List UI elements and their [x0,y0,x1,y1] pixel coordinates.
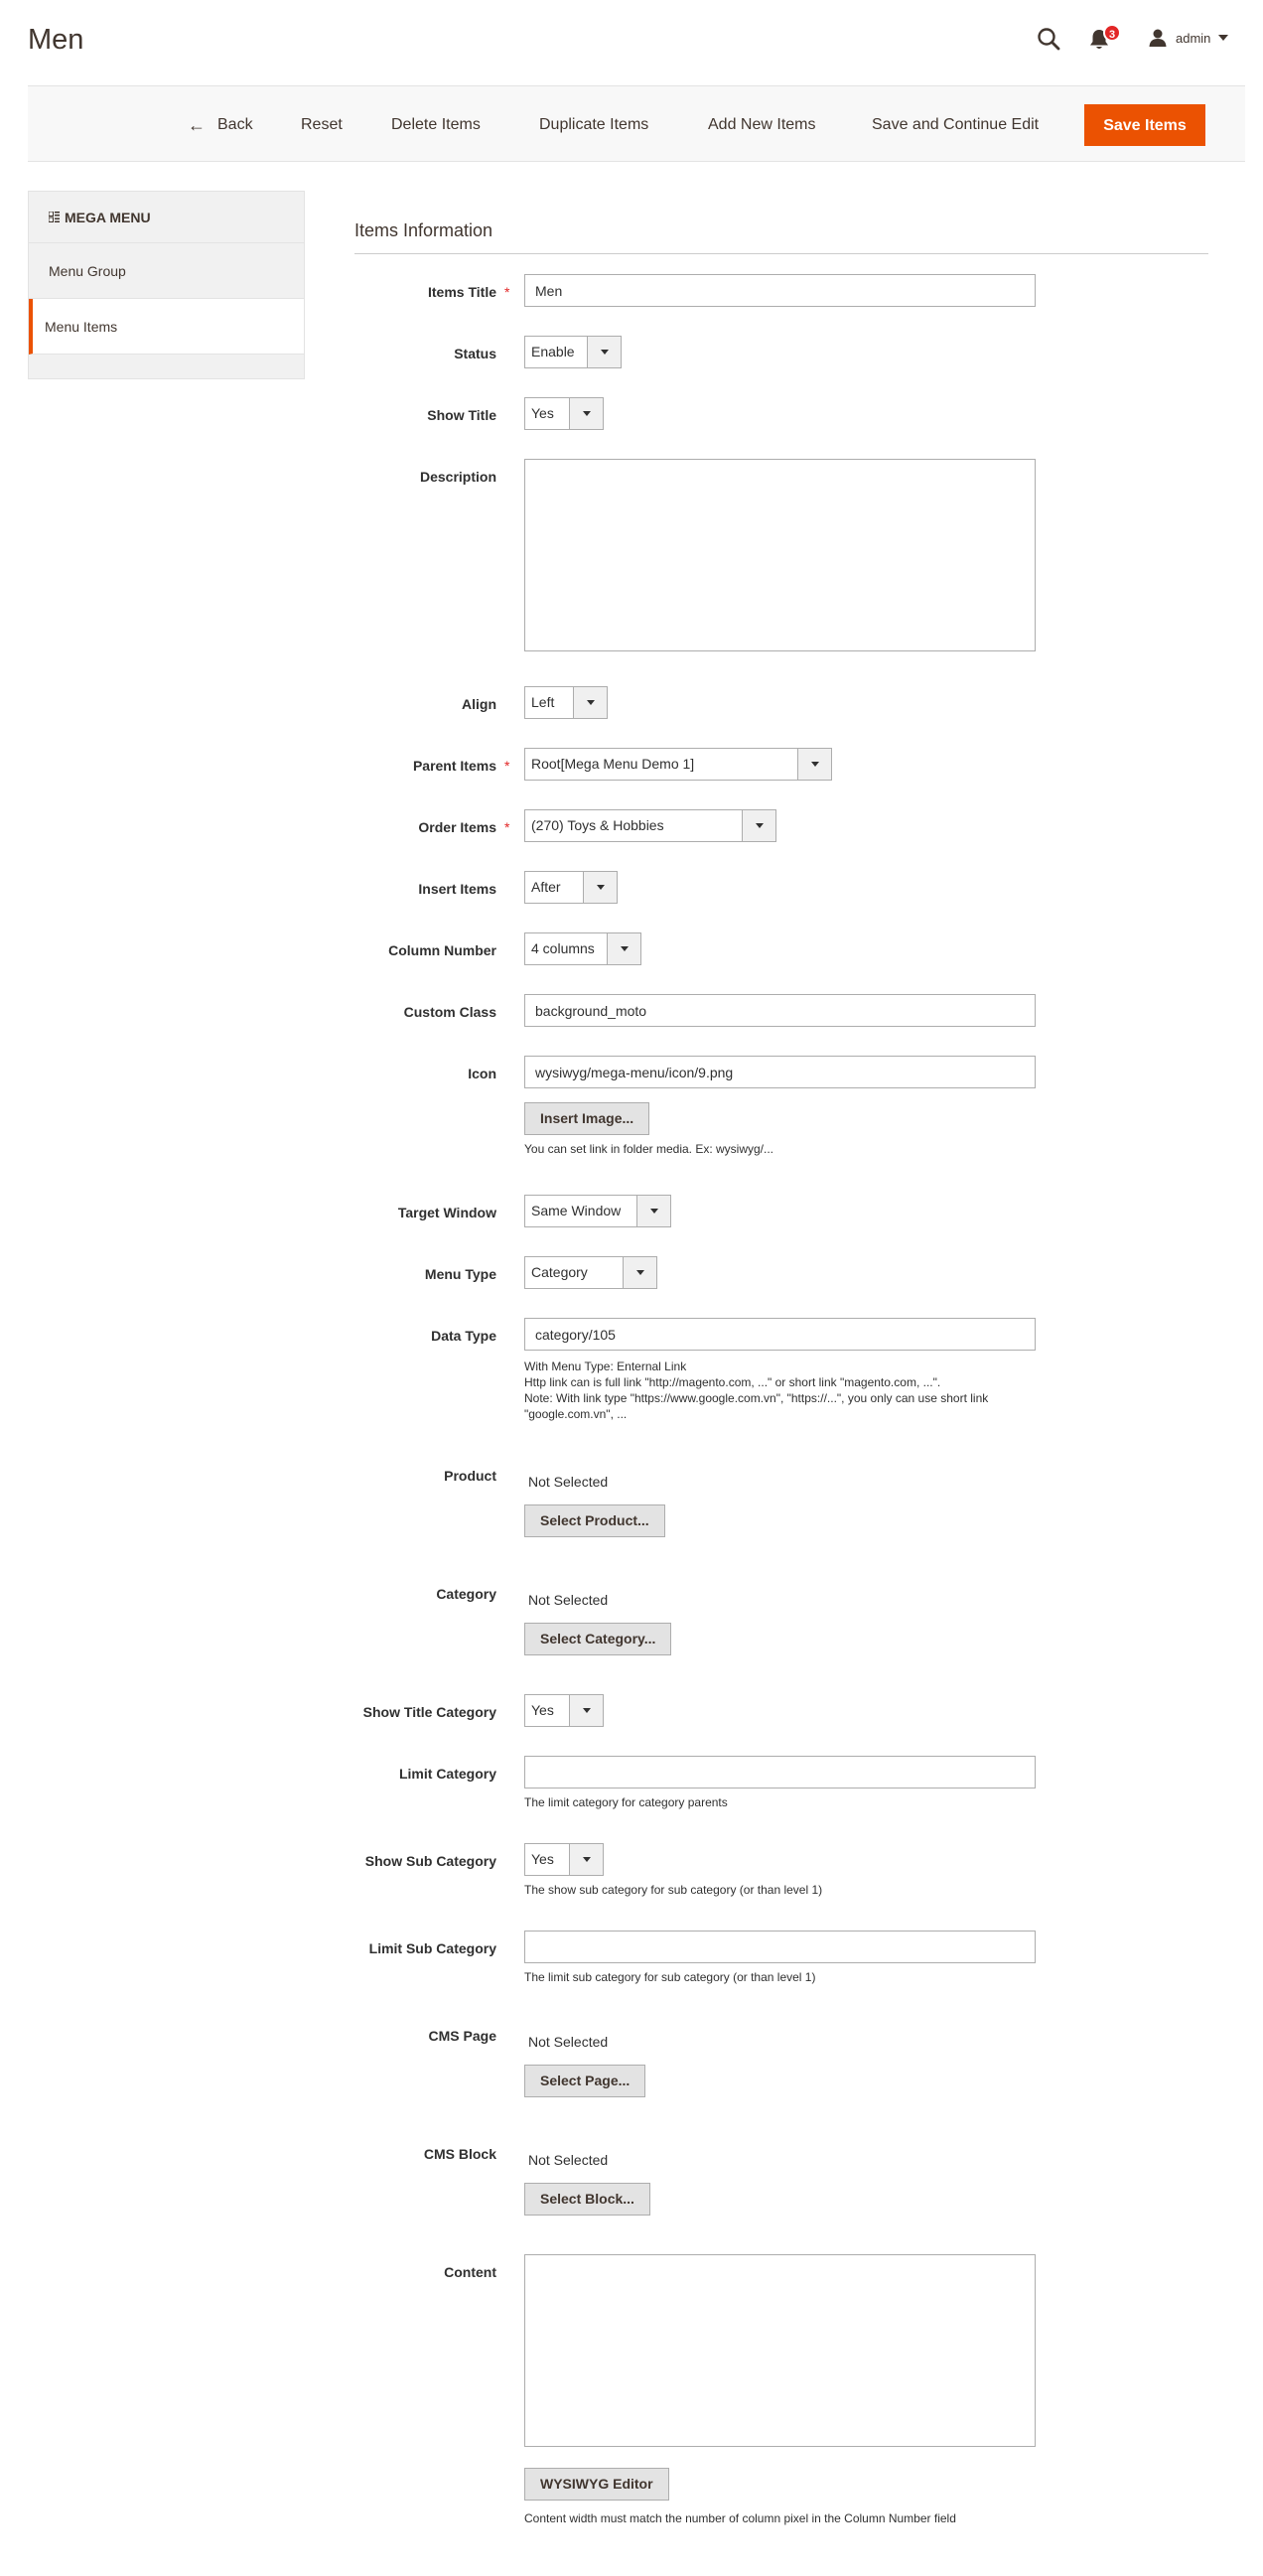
show-sub-category-label: Show Sub Category [364,1853,496,1869]
category-value: Not Selected [528,1592,609,1608]
page-actions-toolbar [28,85,1245,162]
insert-image-button[interactable]: Insert Image... [524,1102,649,1135]
grid-icon [49,212,60,222]
content-label: Content [444,2264,496,2280]
chevron-down-icon [797,749,831,780]
items-title-label: Items Title [428,284,496,300]
insert-items-label: Insert Items [418,881,496,897]
column-number-label: Column Number [388,942,496,958]
section-title: Items Information [354,220,493,240]
menu-type-select-value: Category [531,1264,588,1280]
limit-sub-category-label: Limit Sub Category [368,1940,496,1956]
chevron-down-icon [742,810,775,841]
data-type-note-line: Http link can is full link "http://magento.com, ..." or short link "magento.com, ...". [524,1375,941,1389]
limit-category-label: Limit Category [398,1766,496,1782]
icon-note: You can set link in folder media. Ex: wysiwyg/... [524,1142,774,1156]
product-value: Not Selected [528,1474,609,1490]
show-title-category-select[interactable] [524,1694,604,1727]
data-type-input[interactable] [524,1318,1036,1351]
align-label: Align [462,696,496,712]
target-window-select[interactable] [524,1195,671,1227]
limit-sub-category-note: The limit sub category for sub category (or than level 1) [524,1970,816,1984]
column-number-select-value: 4 columns [531,940,595,956]
status-label: Status [454,346,496,361]
order-items-select[interactable] [524,809,776,842]
data-type-note-line: "google.com.vn", ... [524,1407,628,1421]
data-type-note-line: With Menu Type: Enternal Link [524,1360,687,1373]
user-account-menu[interactable] [1148,26,1228,50]
data-type-label: Data Type [431,1328,496,1344]
show-title-category-select-value: Yes [531,1702,554,1718]
insert-items-select[interactable] [524,871,618,904]
align-select-value: Left [531,694,555,710]
category-label: Category [436,1586,496,1602]
chevron-down-icon [1218,35,1228,41]
sidebar-title [29,192,304,243]
add-new-items-button[interactable]: Add New Items [708,116,816,133]
cms-block-value: Not Selected [528,2152,609,2168]
cms-page-label: CMS Page [428,2028,496,2044]
status-select-value: Enable [531,344,575,359]
menu-type-label: Menu Type [424,1266,496,1282]
cms-page-value: Not Selected [528,2034,609,2050]
limit-category-note: The limit category for category parents [524,1795,728,1809]
show-title-select[interactable] [524,397,604,430]
required-star-icon: * [504,758,510,774]
required-star-icon: * [504,819,510,835]
chevron-down-icon [636,1196,670,1226]
cms-block-label: CMS Block [423,2146,496,2162]
user-icon [1148,28,1168,48]
save-and-continue-button[interactable]: Save and Continue Edit [872,116,1040,133]
target-window-select-value: Same Window [531,1203,622,1218]
custom-class-input[interactable] [524,994,1036,1027]
parent-items-select[interactable] [524,748,832,781]
chevron-down-icon [587,337,621,367]
icon-path-input[interactable] [524,1056,1036,1088]
description-textarea[interactable] [524,459,1036,651]
sidebar-item-menu-group[interactable]: Menu Group [29,243,304,299]
menu-type-select[interactable] [524,1256,657,1289]
page-title: Men [28,24,84,56]
limit-sub-category-input[interactable] [524,1931,1036,1963]
arrow-left-icon: ← [188,115,206,135]
select-block-button[interactable]: Select Block... [524,2183,650,2216]
parent-items-label: Parent Items [412,758,496,774]
chevron-down-icon [583,872,617,903]
sidebar-title-label: MEGA MENU [65,209,151,225]
limit-category-input[interactable] [524,1756,1036,1789]
select-product-button[interactable]: Select Product... [524,1504,665,1537]
parent-items-select-value: Root[Mega Menu Demo 1] [531,756,695,772]
custom-class-label: Custom Class [403,1004,496,1020]
show-sub-category-note: The show sub category for sub category (or than level 1) [524,1883,823,1897]
chevron-down-icon [623,1257,656,1288]
search-icon[interactable] [1036,26,1061,52]
sidebar-item-menu-items[interactable]: Menu Items [29,299,304,355]
show-title-select-value: Yes [531,405,554,421]
reset-button[interactable]: Reset [301,116,343,133]
show-title-category-label: Show Title Category [362,1704,496,1720]
content-note: Content width must match the number of column pixel in the Column Number field [524,2511,956,2525]
select-page-button[interactable]: Select Page... [524,2065,645,2097]
insert-items-select-value: After [531,879,561,895]
chevron-down-icon [569,1844,603,1875]
duplicate-items-button[interactable]: Duplicate Items [539,116,649,133]
show-sub-category-select[interactable] [524,1843,604,1876]
items-title-input[interactable] [524,274,1036,307]
chevron-down-icon [573,687,607,718]
order-items-select-value: (270) Toys & Hobbies [531,817,664,833]
status-select[interactable] [524,336,622,368]
back-button[interactable] [188,104,253,146]
required-star-icon: * [504,284,510,300]
order-items-label: Order Items [418,819,496,835]
icon-label: Icon [468,1066,496,1081]
description-label: Description [419,469,496,485]
select-category-button[interactable]: Select Category... [524,1623,671,1655]
target-window-label: Target Window [397,1205,496,1220]
chevron-down-icon [569,1695,603,1726]
column-number-select[interactable] [524,932,641,965]
chevron-down-icon [607,933,640,964]
user-name: admin [1176,30,1211,46]
notification-count-badge: 3 [1103,24,1121,42]
wysiwyg-editor-button[interactable]: WYSIWYG Editor [524,2468,669,2501]
section-divider [354,253,1208,254]
align-select[interactable] [524,686,608,719]
notifications-button[interactable] [1088,26,1124,56]
page-header [0,0,1263,85]
delete-items-button[interactable]: Delete Items [391,116,481,133]
data-type-note-line: Note: With link type "https://www.google.com.vn", "https://...", you only can use short link [524,1391,989,1405]
show-sub-category-select-value: Yes [531,1851,554,1867]
chevron-down-icon [569,398,603,429]
product-label: Product [444,1468,496,1484]
back-button-label: Back [217,116,253,133]
data-type-note [524,1359,1036,1422]
show-title-label: Show Title [427,407,496,423]
save-items-button[interactable]: Save Items [1084,104,1205,146]
content-textarea[interactable] [524,2254,1036,2447]
